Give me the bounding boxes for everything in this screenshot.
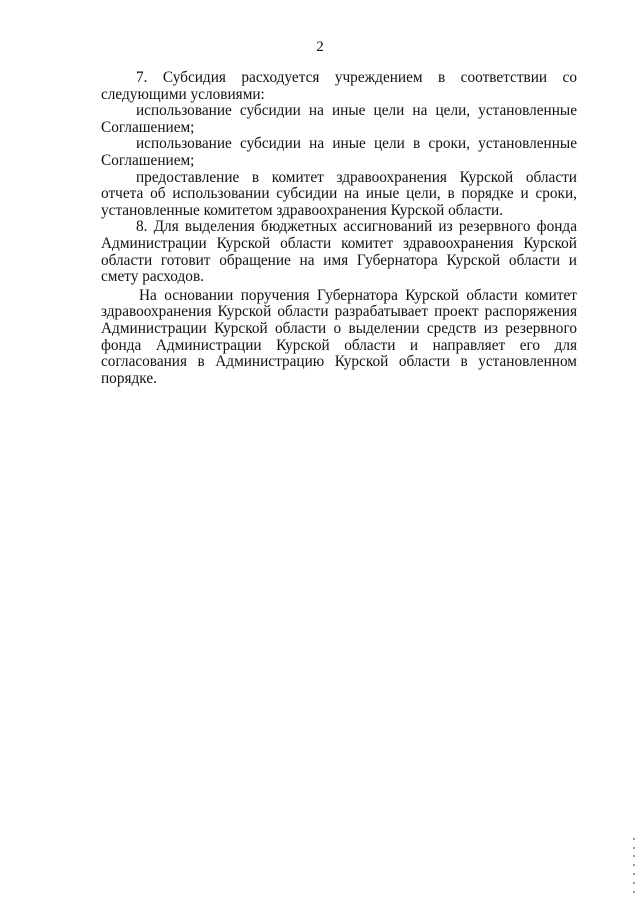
paragraph-item-8: 8. Для выделения бюджетных ассигнований из резервного фонда Администрации Курской области комитет здравоохранения Курской области готовит обращение на имя Губернатора Курской области и смету расходов. [101,218,577,286]
paragraph-condition-3: предоставление в комитет здравоохранения Курской области отчета об использовании субсидии на иные цели, в порядке и сроки, установленные комитетом здравоохранения Курской области. [101,168,577,219]
document-body [101,70,577,387]
paragraph-condition-1: использование субсидии на иные цели на цели, установленные Соглашением; [101,102,577,136]
page-number: 2 [316,39,324,55]
paragraph-final: На основании поручения Губернатора Курской области комитет здравоохранения Курской области разрабатывает проект распоряжения Администрации Курской области о выделении средств из резервного фонда Администрации Курской области и направляет его для согласования в Администрацию Курской области в установленном порядке. [101,286,577,387]
paragraph-condition-2: использование субсидии на иные цели в сроки, установленные Соглашением; [101,135,577,169]
paragraph-item-7: 7. Субсидия расходуется учреждением в соответствии со следующими условиями: [101,69,577,103]
scan-edge-marks [632,838,636,898]
